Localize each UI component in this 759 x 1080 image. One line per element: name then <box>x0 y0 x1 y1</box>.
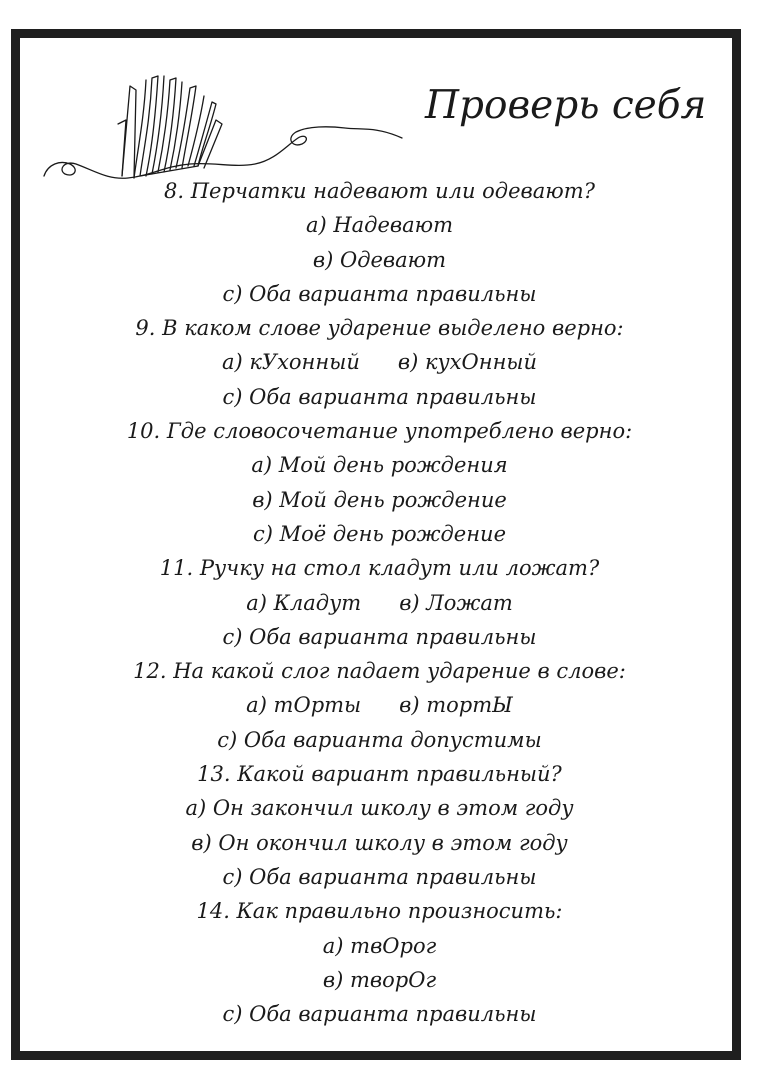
answer-b: в) Мой день рождение <box>252 487 507 512</box>
question-14: 14. Как правильно произносить: <box>196 899 563 924</box>
question-11: 11. Ручку на стол кладут или ложат? <box>159 556 600 581</box>
answer-a: а) твОрог <box>322 933 437 958</box>
page-title: Проверь себя <box>425 83 707 128</box>
question-10: 10. Где словосочетание употреблено верно: <box>126 419 633 444</box>
answer-c: с) Оба варианта правильны <box>222 281 537 306</box>
answer-c: с) Оба варианта допустимы <box>217 727 542 752</box>
answer-b: в) тортЫ <box>399 693 513 718</box>
answer-a: а) Надевают <box>305 213 454 238</box>
answer-c: с) Оба варианта правильны <box>222 624 537 649</box>
answer-c: с) Оба варианта правильны <box>222 1002 537 1027</box>
question-9: 9. В каком слове ударение выделено верно: <box>135 316 624 341</box>
answer-pair <box>20 345 739 379</box>
answer-a: а) тОрты <box>246 693 362 718</box>
answer-b: в) кухОнный <box>397 350 538 375</box>
answer-pair <box>20 586 739 620</box>
question-8: 8. Перчатки надевают или одевают? <box>164 179 595 203</box>
answer-b: в) Ложат <box>399 590 513 615</box>
open-book-icon <box>40 68 420 190</box>
answer-a: а) кУхонный <box>221 350 360 375</box>
quiz-list <box>20 174 739 1031</box>
answer-a: а) Он закончил школу в этом году <box>185 796 574 821</box>
answer-c: с) Оба варианта правильны <box>222 384 537 409</box>
answer-b: в) Одевают <box>312 247 447 272</box>
answer-pair <box>20 688 739 722</box>
answer-b: в) творОг <box>322 967 437 992</box>
answer-c: с) Моё день рождение <box>252 521 507 546</box>
answer-a: а) Мой день рождения <box>251 453 508 478</box>
answer-c: с) Оба варианта правильны <box>222 864 537 889</box>
answer-a: а) Кладут <box>246 590 362 615</box>
question-12: 12. На какой слог падает ударение в слове: <box>133 659 626 684</box>
answer-b: в) Он окончил школу в этом году <box>191 830 568 855</box>
question-13: 13. Какой вариант правильный? <box>197 762 562 787</box>
